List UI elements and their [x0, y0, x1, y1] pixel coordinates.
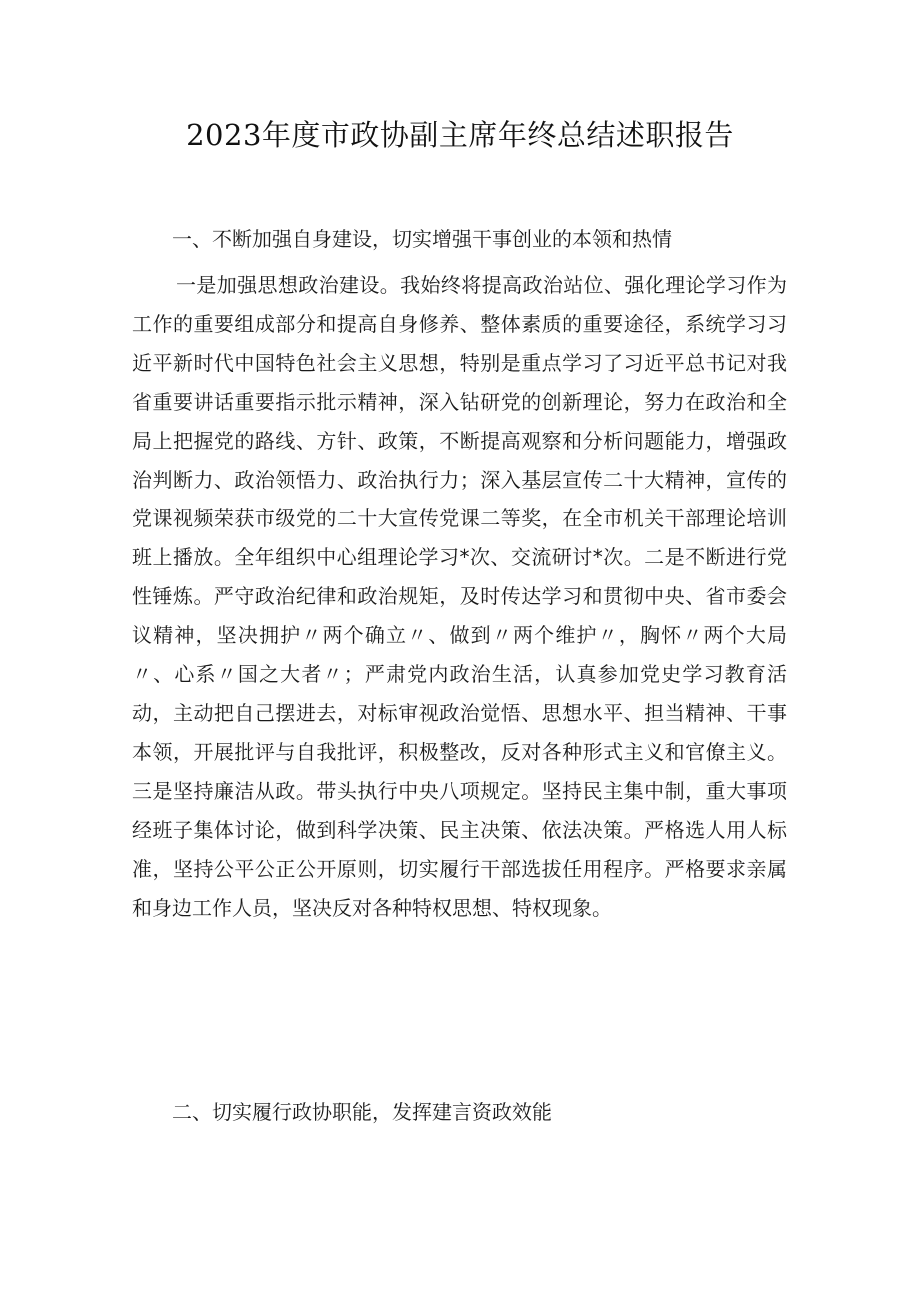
- section-heading-1: 一、不断加强自身建设，切实增强干事创业的本领和热情: [172, 227, 672, 251]
- document-title: 2023年度市政协副主席年终总结述职报告: [186, 118, 734, 152]
- section-heading-2: 二、切实履行政协职能，发挥建言资政效能: [172, 1100, 552, 1124]
- section-1-body-paragraph: 一是加强思想政治建设。我始终将提高政治站位、强化理论学习作为工作的重要组成部分和提高自身修养、整体素质的重要途径，系统学习习近平新时代中国特色社会主义思想，特别是重点学习了习近平总书记对我省重要讲话重要指示批示精神，深入钻研党的创新理论，努力在政治和全局上把握党的路线、方针、政策，不断提高观察和分析问题能力，增强政治判断力、政治领悟力、政治执行力；深入基层宣传二十大精神，宣传的党课视频荣获市级党的二十大宣传党课二等奖，在全市机关干部理论培训班上播放。全年组织中心组理论学习*次、交流研讨*次。二是不断进行党性锤炼。严守政治纪律和政治规矩，及时传达学习和贯彻中央、省市委会议精神，坚决拥护〃两个确立〃、做到〃两个维护〃，胸怀〃两个大局〃、心系〃国之大者〃；严肃党内政治生活，认真参加党史学习教育活动，主动把自己摆进去，对标审视政治觉悟、思想水平、担当精神、干事本领，开展批评与自我批评，积极整改，反对各种形式主义和官僚主义。三是坚持廉洁从政。带头执行中央八项规定。坚持民主集中制，重大事项经班子集体讨论，做到科学决策、民主决策、依法决策。严格选人用人标准，坚持公平公正公开原则，切实履行干部选拔任用程序。严格要求亲属和身边工作人员，坚决反对各种特权思想、特权现象。: [132, 273, 787, 920]
